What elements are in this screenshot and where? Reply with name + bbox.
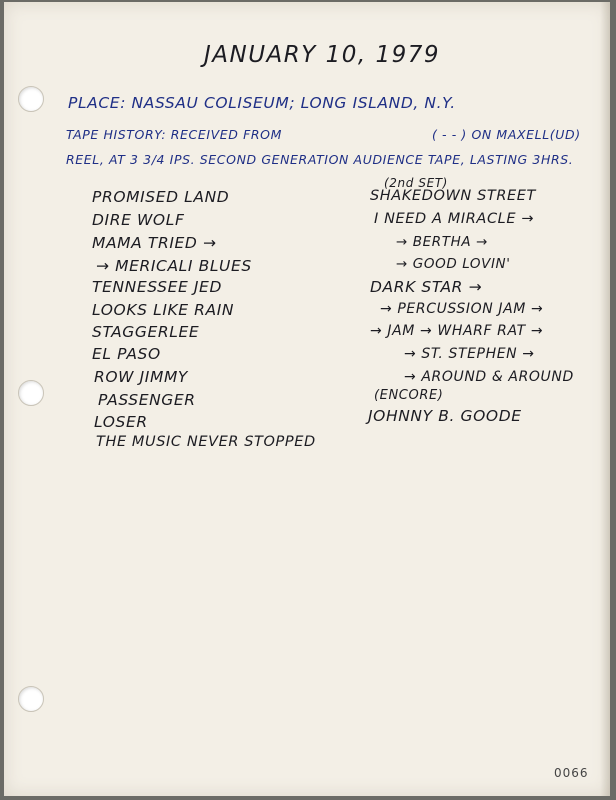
set1-song: EL PASO — [92, 345, 161, 363]
binder-hole-middle — [18, 380, 44, 406]
set2-song: → ST. STEPHEN → — [404, 346, 535, 362]
tape-history-line-1: TAPE HISTORY: RECEIVED FROM — [66, 127, 283, 142]
set2-song: JOHNNY B. GOODE — [368, 407, 522, 425]
set1-song: → MERICALI BLUES — [96, 257, 252, 275]
set1-song: ROW JIMMY — [94, 368, 188, 386]
binder-hole-bottom — [18, 686, 44, 712]
second-set-label: (2nd SET) — [384, 176, 448, 190]
page-number: 0066 — [554, 766, 589, 780]
set1-song: STAGGERLEE — [92, 323, 200, 341]
place-line: PLACE: NASSAU COLISEUM; LONG ISLAND, N.Y. — [68, 94, 456, 112]
set1-song: PROMISED LAND — [92, 188, 230, 206]
tape-history-note: ( - - ) ON MAXELL(UD) — [432, 127, 581, 142]
binder-hole-top — [18, 86, 44, 112]
encore-label: (ENCORE) — [374, 388, 444, 403]
set2-song: SHAKEDOWN STREET — [370, 188, 536, 204]
set1-song: LOOKS LIKE RAIN — [92, 301, 235, 319]
set2-song: → AROUND & AROUND — [404, 369, 574, 385]
set2-song: → JAM → WHARF RAT → — [370, 323, 544, 339]
set1-song: THE MUSIC NEVER STOPPED — [96, 434, 316, 450]
set1-song: LOSER — [94, 413, 148, 431]
set2-song: → BERTHA → — [396, 234, 489, 250]
tape-history-line-2: REEL, AT 3 3/4 IPS. SECOND GENERATION AUDIENCE TAPE, LASTING 3HRS. — [66, 152, 574, 167]
set2-song: I NEED A MIRACLE → — [374, 211, 535, 227]
notebook-page — [4, 2, 610, 796]
set1-song: DIRE WOLF — [92, 211, 185, 229]
set2-song: DARK STAR → — [370, 278, 483, 296]
set2-song: → GOOD LOVIN' — [396, 256, 511, 272]
page-edge-shadow — [600, 2, 610, 796]
page-title: JANUARY 10, 1979 — [204, 42, 441, 68]
set1-song: MAMA TRIED → — [92, 234, 217, 252]
set2-song: → PERCUSSION JAM → — [380, 301, 544, 317]
set1-song: TENNESSEE JED — [92, 278, 222, 296]
set1-song: PASSENGER — [98, 391, 196, 409]
